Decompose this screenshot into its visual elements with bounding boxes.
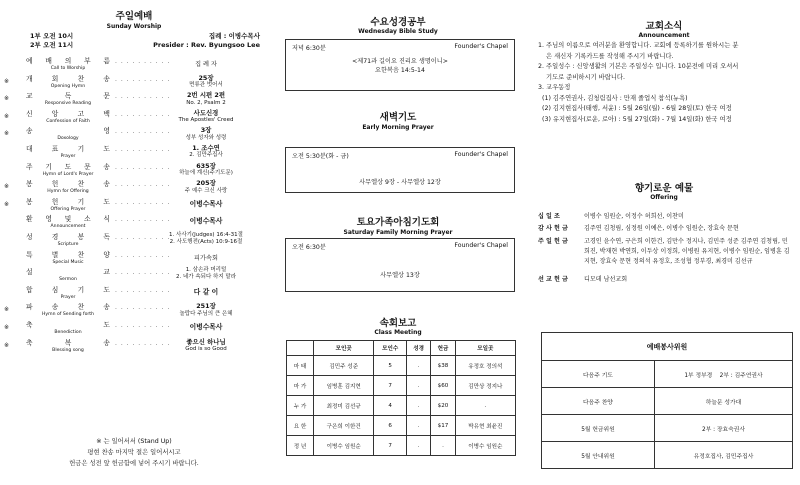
order-detail-1: 1. 조수연: [192, 143, 220, 152]
presider-en: Presider : Rev. Byungsoo Lee: [153, 41, 260, 49]
order-name-ko: 교 독 문: [26, 92, 110, 101]
order-item: [0, 179, 268, 197]
dawn-prayer-title: 새벽기도: [379, 112, 417, 123]
order-name-ko: 봉 헌 기 도: [26, 197, 110, 206]
announcement-line: (3) 유지현집사(로운, 로아) : 5월 27일(화) - 7월 14일(화) 한국 여정: [538, 115, 732, 123]
order-detail-2: The Apostles' Creed: [178, 117, 234, 124]
stand-marker: ※: [4, 183, 10, 191]
wednesday-study-title: 수요성경공부: [370, 17, 426, 28]
order-item: [0, 232, 268, 250]
order-name-en: Prayer: [60, 294, 76, 300]
order-item: [0, 338, 268, 356]
announcement-line: 은 새신자 기록카드를 작성해 주시기 바랍니다.: [538, 52, 674, 60]
order-name-ko: 설 교: [26, 268, 110, 277]
sunday-worship-subtitle: Sunday Worship: [106, 23, 162, 30]
order-right: [150, 74, 262, 90]
order-detail-2: 놀랍다 주님의 큰 은혜: [179, 310, 233, 317]
announcement-line: (2) 김지현집사(태행, 서윤) : 5월 26일(월) - 6월 28일(토) 한국 여정: [538, 105, 732, 112]
order-name-ko: 송 영: [26, 127, 110, 136]
service-role: 5월 헌금위원: [542, 415, 655, 442]
announcement-line: 3. 교우동정: [538, 84, 571, 91]
stand-marker: ※: [4, 112, 10, 120]
order-detail-2: 2. 네가 속되다 하지 말라: [175, 274, 237, 281]
service-role: 5월 안내위원: [542, 442, 655, 469]
saturday-prayer-subtitle: Saturday Family Morning Prayer: [343, 229, 453, 236]
sunday-worship-title: 주일예배: [115, 11, 153, 22]
table-row: [287, 436, 516, 456]
service-role: 다음주 기도: [542, 361, 655, 388]
order-of-worship: [0, 56, 268, 355]
table-cell: 임병훈 김지현: [314, 376, 374, 396]
dawn-reading: 사무엘상 9장 - 사무엘상 12장: [359, 179, 441, 186]
table-cell: 6: [374, 416, 407, 436]
stand-marker: ※: [4, 130, 10, 138]
table-cell: 구은희 이한건: [314, 416, 374, 436]
table-row: [542, 361, 793, 388]
leader-dots: · · · · · · · · · ·: [115, 147, 171, 155]
wednesday-place: Founder's Chapel: [454, 43, 508, 50]
offering-label: 감 사 헌 금: [538, 225, 568, 233]
order-right: [150, 162, 262, 178]
table-cell: 유정호 정의석: [455, 356, 515, 376]
order-right: [150, 109, 262, 125]
order-item: [0, 126, 268, 144]
leader-dots: · · · · · · · · · ·: [115, 235, 171, 243]
service-times: [30, 32, 73, 50]
order-item: [0, 250, 268, 268]
table-cell: .: [407, 356, 431, 376]
saturday-prayer-title: 토요가족아침기도회: [356, 217, 440, 228]
order-name-en: Hymn of Lord's Prayer: [42, 171, 94, 177]
service-time-1: 1부 오전 10시: [30, 32, 74, 40]
order-leader: 피가속회: [194, 254, 218, 262]
order-name-en: Doxology: [57, 136, 79, 142]
leader-dots: · · · · · · · · · ·: [115, 341, 171, 349]
table-cell: 박유현 최윤진: [455, 416, 515, 436]
order-name-en: Blessing song: [52, 347, 84, 353]
offering-row: [538, 212, 793, 222]
table-row: [542, 415, 793, 442]
order-name-ko: 축 복 송: [26, 338, 110, 347]
table-cell: 이병수 임원순: [314, 436, 374, 456]
order-name-ko: 봉 헌 찬 송: [26, 180, 110, 189]
table-cell: .: [431, 436, 455, 456]
announcement-subtitle: Announcement: [638, 32, 690, 39]
order-name-en: Confession of Faith: [46, 118, 90, 124]
order-name-en: Special Music: [52, 259, 84, 265]
service-person: 1부 정부경 2부 : 김주연권사: [654, 361, 792, 388]
order-right: [150, 197, 262, 209]
dawn-time: 오전 5:30분(화 - 금): [292, 153, 349, 160]
order-name-en: Sermon: [59, 277, 77, 283]
wednesday-scripture: 요한복음 14:5-14: [375, 67, 425, 74]
order-detail-1: 3장: [200, 126, 212, 135]
order-leader: 이병수목사: [189, 322, 223, 331]
leader-dots: · · · · · · · · · ·: [115, 200, 171, 208]
saturday-time: 오전 6:30분: [292, 244, 326, 251]
order-leader: 이병수목사: [189, 217, 223, 226]
offering-label: 선 교 헌 금: [538, 276, 568, 284]
offering-names: 고경인 윤수연, 구은희 이한건, 김만수 정지나, 김민주 성준 김주연 김청림, 민희진, 박재현 박연희, 이두상 이정희, 이병원 유지현, 이병수 임원순, 임병훈 김지현, 장효숙 문현 정의석 유정호, 조성협 정부경, 최경미 김선규: [584, 237, 790, 266]
stand-marker: ※: [4, 323, 10, 331]
offering-names: 김주연 김청림, 심정원 이예은, 이병수 임원순, 장효숙 문현: [584, 225, 739, 233]
table-row: [287, 396, 516, 416]
announcement-line: 기도로 준비하시기 바랍니다.: [538, 73, 626, 81]
order-item: [0, 74, 268, 92]
order-detail-2: No. 2, Psalm 2: [186, 99, 226, 106]
column-header: [287, 341, 314, 356]
leader-dots: · · · · · · · · · ·: [115, 306, 171, 314]
order-right: [150, 144, 262, 160]
service-committee-table: [541, 332, 793, 469]
announcement-title: 교회소식: [645, 21, 683, 32]
order-right: [150, 91, 262, 107]
table-cell: 김민주 성준: [314, 356, 374, 376]
table-header-row: [287, 341, 516, 356]
offering-title: 향기로운 예물: [634, 183, 694, 194]
sunday-worship-column: [0, 0, 268, 485]
service-person: 2부 : 장효숙권사: [654, 415, 792, 442]
stand-marker: ※: [4, 341, 10, 349]
table-row: [287, 376, 516, 396]
stand-marker: ※: [4, 200, 10, 208]
table-cell: $20: [431, 396, 455, 416]
order-right: [150, 267, 262, 281]
order-detail-1: 좋으신 하나님: [186, 337, 226, 346]
order-name-ko: 주 기 도 문 송: [26, 162, 110, 171]
order-detail-2: 면류관 벗어서: [189, 82, 223, 89]
order-detail-1: 2번 시편 2편: [186, 91, 226, 100]
announcement-line: 1. 주님의 이름으로 여러분을 환영합니다. 교회에 등록하기를 원하시는 분: [538, 42, 739, 49]
service-role: 다음주 찬양: [542, 388, 655, 415]
table-cell: 5: [374, 356, 407, 376]
order-detail-2: 2. 사도행전(Acts) 10:9-16절: [169, 238, 243, 245]
order-right: [150, 320, 262, 332]
order-item: [0, 144, 268, 162]
column-header: 성경: [407, 341, 431, 356]
offering-list: [538, 212, 793, 288]
order-item: [0, 109, 268, 127]
order-item: [0, 267, 268, 285]
table-cell: 최정미 김선규: [314, 396, 374, 416]
offering-label: 십 일 조: [538, 213, 560, 220]
presider-ko: 집례 : 이병수목사: [208, 32, 260, 40]
order-name-ko: 신 앙 고 백: [26, 109, 110, 118]
table-row: [287, 356, 516, 376]
order-detail-1: 25장: [198, 73, 214, 82]
column-header: 모인수: [374, 341, 407, 356]
order-item: [0, 162, 268, 180]
saturday-reading: 사무엘상 13장: [380, 272, 420, 279]
table-cell: 누 가: [287, 396, 314, 416]
class-meeting-table: [286, 340, 516, 456]
offering-names: 디모데 남선교회: [584, 276, 628, 284]
table-header-row: [542, 333, 793, 361]
order-leader: 다 같 이: [193, 287, 219, 296]
class-meeting-title: 속회보고: [379, 318, 417, 329]
order-right: [150, 232, 262, 246]
order-name-en: Scripture: [57, 241, 79, 247]
order-name-en: Call to Worship: [50, 66, 86, 71]
table-cell: 4: [374, 396, 407, 416]
table-row: [287, 416, 516, 436]
order-detail-2: 하늘에 계신(주기도문): [179, 170, 233, 177]
column-header: 헌금: [431, 341, 455, 356]
table-cell: .: [407, 396, 431, 416]
offering-row: [538, 224, 793, 234]
table-cell: .: [407, 376, 431, 396]
order-detail-1: 251장: [196, 302, 216, 311]
order-name-ko: 성 경 봉 독: [26, 232, 110, 241]
table-cell: $17: [431, 416, 455, 436]
order-detail-1: 205장: [196, 179, 216, 188]
table-cell: 마 태: [287, 356, 314, 376]
order-right: [150, 250, 262, 262]
service-person: 유정호집사, 김민주집사: [654, 442, 792, 469]
offering-row: [538, 237, 793, 268]
footer-line: 평현 찬송 마지막 절은 일어서시고: [87, 449, 181, 456]
order-item: [0, 320, 268, 338]
order-detail-2: 주 예수 크신 사랑: [184, 187, 228, 194]
table-cell: .: [407, 416, 431, 436]
table-cell: 정 년: [287, 436, 314, 456]
order-detail-1: 635장: [196, 161, 216, 170]
order-name-ko: 환 영 및 소 식: [26, 215, 110, 224]
order-name-ko: 특 별 찬 양: [26, 250, 110, 259]
leader-dots: · · · · · · · · · ·: [115, 288, 171, 296]
announcement-line: (1) 김주연권사, 김청림집사 : 만재 졸업식 참석(뉴욕): [538, 94, 688, 102]
worship-footer: [0, 436, 268, 469]
order-name-ko: 개 회 찬 송: [26, 74, 110, 83]
leader-dots: · · · · · · · · · ·: [115, 323, 171, 331]
order-name-ko: 예 배 의 부 름: [26, 57, 110, 65]
order-name-ko: 파 송 찬 송: [26, 303, 110, 312]
order-name-en: Responsive Reading: [44, 101, 92, 107]
leader-dots: · · · · · · · · · ·: [115, 253, 171, 261]
order-right: [150, 126, 262, 142]
order-item: [0, 91, 268, 109]
order-detail-1: 1. 삼손과 머리털: [185, 267, 227, 274]
saturday-prayer-box: [285, 238, 515, 292]
table-cell: 마 가: [287, 376, 314, 396]
order-detail-2: God is so Good: [185, 346, 227, 352]
order-item: [0, 197, 268, 215]
leader-dots: · · · · · · · · · ·: [115, 60, 171, 67]
stand-up-note: ※ 는 일어서서 (Stand Up): [96, 438, 172, 445]
order-leader: 집 례 자: [195, 61, 217, 68]
order-name-ko: 대 표 기 도: [26, 144, 110, 153]
leader-dots: · · · · · · · · · ·: [115, 112, 171, 120]
dawn-prayer-subtitle: Early Morning Prayer: [362, 124, 434, 131]
order-name-en: Announcement: [50, 224, 86, 230]
stand-marker: ※: [4, 95, 10, 103]
order-right: [150, 338, 262, 354]
order-leader: 이병수목사: [189, 199, 223, 208]
order-detail-2: 2. 김만주집사: [189, 152, 223, 159]
order-item: [0, 302, 268, 320]
table-cell: $60: [431, 376, 455, 396]
column-header: 모일곳: [455, 341, 515, 356]
leader-dots: · · · · · · · · · ·: [115, 130, 171, 138]
offering-row: [538, 275, 793, 285]
leader-dots: · · · · · · · · · ·: [115, 271, 171, 279]
table-cell: .: [407, 436, 431, 456]
order-detail-2: 성부 성자와 성령: [185, 134, 227, 141]
order-right: [150, 179, 262, 195]
order-right: [150, 56, 262, 68]
dawn-place: Founder's Chapel: [454, 151, 508, 158]
offering-names: 이병수 임원순, 이정수 허희선, 이찬미: [584, 213, 684, 220]
order-name-ko: 축 도: [26, 320, 110, 329]
wednesday-study-subtitle: Wednesday Bible Study: [358, 28, 438, 35]
order-name-en: Hymn of Sending forth: [41, 312, 95, 318]
table-cell: $38: [431, 356, 455, 376]
footer-line: 헌금은 성전 앞 헌금함에 넣어 주시기 바랍니다.: [69, 460, 199, 467]
order-name-en: Opening Hymn: [50, 83, 86, 89]
service-person: 하늘문 성가대: [654, 388, 792, 415]
order-item: [0, 285, 268, 303]
table-cell: 7: [374, 376, 407, 396]
stand-marker: ※: [4, 77, 10, 85]
order-name-en: Prayer: [60, 153, 76, 159]
leader-dots: · · · · · · · · · ·: [115, 165, 171, 173]
order-right: [150, 285, 262, 297]
order-name-en: Hymn for Offering: [47, 189, 89, 195]
order-item: [0, 214, 268, 232]
order-right: [150, 214, 262, 226]
leader-dots: · · · · · · · · · ·: [115, 183, 171, 191]
offering-label: 주 일 헌 금: [538, 237, 568, 245]
wednesday-study-box: [285, 39, 515, 91]
announcement-list: [538, 41, 793, 125]
order-right: [150, 302, 262, 318]
class-meeting-subtitle: Class Meeting: [374, 329, 422, 336]
order-name-ko: 합 심 기 도: [26, 285, 110, 294]
stand-marker: ※: [4, 306, 10, 314]
leader-dots: · · · · · · · · · ·: [115, 218, 171, 226]
offering-subtitle: Offering: [650, 194, 678, 201]
announcement-line: 2. 주일성수 : 신앙생활의 기본은 주일성수 입니다. 10분전에 미리 오셔서: [538, 63, 739, 70]
service-committee-title: 예배봉사위원: [542, 333, 793, 361]
wednesday-time: 저녁 6:30분: [292, 45, 326, 52]
leader-dots: · · · · · · · · · ·: [115, 95, 171, 103]
table-cell: 김만상 정지나: [455, 376, 515, 396]
table-cell: 7: [374, 436, 407, 456]
order-detail-1: 사도신경: [193, 108, 219, 117]
order-name-en: Offering Prayer: [50, 206, 86, 212]
table-row: [542, 442, 793, 469]
order-name-en: Benediction: [54, 329, 82, 335]
presider: [153, 32, 260, 50]
service-time-2: 2부 오전 11시: [30, 41, 74, 49]
order-detail-1: 1. 사사기(Judges) 16:4-31절: [169, 231, 243, 238]
leader-dots: · · · · · · · · · ·: [115, 77, 171, 85]
table-row: [542, 388, 793, 415]
column-header: 모인곳: [314, 341, 374, 356]
table-cell: .: [455, 396, 515, 416]
dawn-prayer-box: [285, 147, 515, 193]
table-cell: 요 한: [287, 416, 314, 436]
table-cell: 이병수 임원순: [455, 436, 515, 456]
order-item: [0, 56, 268, 74]
wednesday-lesson: <제71과 길이요 진리요 생명이니>: [352, 58, 448, 65]
saturday-place: Founder's Chapel: [454, 242, 508, 249]
